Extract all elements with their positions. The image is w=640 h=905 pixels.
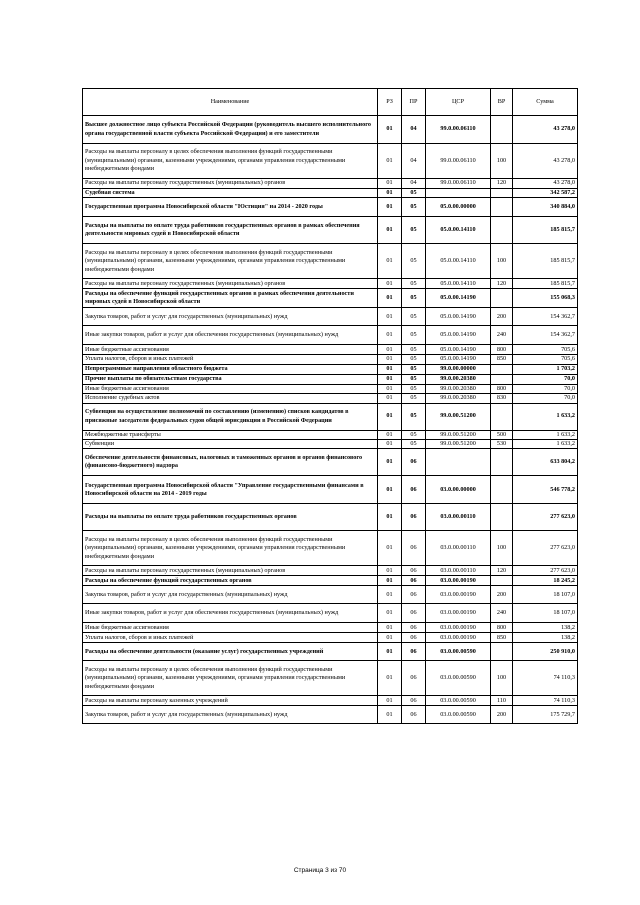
cell-name: Прочие выплаты по обязательствам государства <box>83 374 378 384</box>
cell-sum: 705,6 <box>513 355 578 364</box>
cell-name: Расходы на выплаты персоналу государственных (муниципальных) органов <box>83 566 378 576</box>
cell-sum: 74 110,3 <box>513 661 578 696</box>
cell-name: Расходы на выплаты по оплате труда работников государственных органов в рамках обеспечения деятельности мировых судей в Новосибирской области <box>83 217 378 244</box>
cell-csr: 03.0.00.00590 <box>426 661 491 696</box>
cell-pr: 05 <box>402 345 426 355</box>
cell-csr: 03.0.00.00190 <box>426 633 491 643</box>
cell-rz: 01 <box>378 144 402 179</box>
cell-vr: 110 <box>491 696 513 706</box>
cell-csr: 03.0.00.00110 <box>426 531 491 566</box>
cell-vr <box>491 374 513 384</box>
cell-name: Иные бюджетные ассигнования <box>83 384 378 393</box>
header-rz: РЗ <box>378 89 402 116</box>
cell-vr: 100 <box>491 661 513 696</box>
table-row <box>83 576 578 586</box>
cell-sum: 342 587,2 <box>513 189 578 198</box>
table-row <box>83 633 578 643</box>
cell-rz: 01 <box>378 289 402 308</box>
cell-name: Государственная программа Новосибирской области "Управление государственными финансами в Новосибирской области на 2014 - 2019 годы <box>83 476 378 504</box>
cell-sum: 185 815,7 <box>513 279 578 289</box>
cell-vr <box>491 116 513 144</box>
cell-pr: 05 <box>402 308 426 326</box>
cell-vr <box>491 449 513 476</box>
table-row <box>83 116 578 144</box>
cell-vr: 240 <box>491 604 513 623</box>
cell-pr: 06 <box>402 566 426 576</box>
cell-pr: 05 <box>402 217 426 244</box>
cell-sum: 154 362,7 <box>513 326 578 345</box>
table-row <box>83 623 578 633</box>
cell-name: Иные бюджетные ассигнования <box>83 623 378 633</box>
cell-csr: 03.0.00.00190 <box>426 576 491 586</box>
cell-vr <box>491 576 513 586</box>
table-row <box>83 308 578 326</box>
cell-rz: 01 <box>378 531 402 566</box>
cell-name: Иные закупки товаров, работ и услуг для обеспечения государственных (муниципальных) нужд <box>83 604 378 623</box>
cell-csr: 03.0.00.00190 <box>426 604 491 623</box>
cell-rz: 01 <box>378 308 402 326</box>
cell-csr: 05.0.00.14110 <box>426 279 491 289</box>
table-row <box>83 217 578 244</box>
cell-vr: 200 <box>491 308 513 326</box>
cell-rz: 01 <box>378 198 402 217</box>
cell-pr: 05 <box>402 403 426 430</box>
cell-pr: 04 <box>402 179 426 189</box>
table-row <box>83 179 578 189</box>
cell-pr: 05 <box>402 374 426 384</box>
cell-vr: 100 <box>491 244 513 279</box>
cell-rz: 01 <box>378 440 402 449</box>
cell-rz: 01 <box>378 566 402 576</box>
cell-csr: 99.0.00.51200 <box>426 430 491 439</box>
cell-rz: 01 <box>378 345 402 355</box>
table-row <box>83 504 578 531</box>
cell-name: Уплата налогов, сборов и иных платежей <box>83 633 378 643</box>
cell-name: Субвенции <box>83 440 378 449</box>
cell-sum: 277 623,0 <box>513 566 578 576</box>
cell-rz: 01 <box>378 189 402 198</box>
cell-pr: 06 <box>402 604 426 623</box>
cell-vr: 500 <box>491 430 513 439</box>
cell-rz: 01 <box>378 661 402 696</box>
cell-vr: 100 <box>491 144 513 179</box>
cell-vr: 200 <box>491 706 513 724</box>
cell-vr: 120 <box>491 279 513 289</box>
cell-pr: 06 <box>402 706 426 724</box>
cell-vr <box>491 643 513 661</box>
cell-name: Расходы на выплаты персоналу казенных учреждений <box>83 696 378 706</box>
cell-name: Расходы на выплаты персоналу в целях обеспечения выполнения функций государственными (муниципальными) органами, казенными учреждениями, органами управления государственными внебюджетными фондами <box>83 244 378 279</box>
cell-name: Обеспечение деятельности финансовых, налоговых и таможенных органов и органов финансового (финансово-бюджетного) надзора <box>83 449 378 476</box>
cell-vr: 240 <box>491 326 513 345</box>
cell-sum: 70,0 <box>513 394 578 403</box>
table-row <box>83 345 578 355</box>
table-row <box>83 384 578 393</box>
cell-csr: 99.0.00.20380 <box>426 374 491 384</box>
cell-name: Расходы на выплаты по оплате труда работников государственных органов <box>83 504 378 531</box>
cell-sum: 18 107,0 <box>513 604 578 623</box>
cell-pr: 06 <box>402 531 426 566</box>
cell-pr: 05 <box>402 244 426 279</box>
cell-pr: 05 <box>402 364 426 374</box>
cell-pr: 06 <box>402 504 426 531</box>
cell-name: Расходы на обеспечение функций государственных органов <box>83 576 378 586</box>
cell-vr <box>491 189 513 198</box>
cell-sum: 185 815,7 <box>513 244 578 279</box>
cell-name: Закупка товаров, работ и услуг для государственных (муниципальных) нужд <box>83 706 378 724</box>
cell-name: Исполнение судебных актов <box>83 394 378 403</box>
cell-name: Непрограммные направления областного бюджета <box>83 364 378 374</box>
cell-csr: 03.0.00.00590 <box>426 706 491 724</box>
cell-sum: 154 362,7 <box>513 308 578 326</box>
cell-pr: 06 <box>402 643 426 661</box>
cell-csr: 03.0.00.00590 <box>426 696 491 706</box>
cell-csr: 03.0.00.00590 <box>426 643 491 661</box>
cell-csr: 05.0.00.14190 <box>426 308 491 326</box>
cell-name: Закупка товаров, работ и услуг для государственных (муниципальных) нужд <box>83 586 378 604</box>
page-number: Страница 3 из 70 <box>293 867 347 874</box>
cell-sum: 1 633,2 <box>513 403 578 430</box>
cell-rz: 01 <box>378 364 402 374</box>
cell-pr: 06 <box>402 661 426 696</box>
cell-pr: 05 <box>402 279 426 289</box>
cell-csr: 03.0.00.00110 <box>426 504 491 531</box>
cell-rz: 01 <box>378 179 402 189</box>
cell-csr: 99.0.00.51200 <box>426 440 491 449</box>
cell-pr: 05 <box>402 440 426 449</box>
cell-vr: 800 <box>491 623 513 633</box>
cell-name: Расходы на выплаты персоналу в целях обеспечения выполнения функций государственными (муниципальными) органами, казенными учреждениями, органами управления государственными внебюджетными фондами <box>83 531 378 566</box>
table-row <box>83 696 578 706</box>
cell-sum: 70,0 <box>513 374 578 384</box>
cell-rz: 01 <box>378 326 402 345</box>
table-row <box>83 394 578 403</box>
cell-rz: 01 <box>378 696 402 706</box>
cell-pr: 05 <box>402 394 426 403</box>
cell-pr: 04 <box>402 144 426 179</box>
cell-sum: 18 107,0 <box>513 586 578 604</box>
header-sum: Сумма <box>513 89 578 116</box>
cell-pr: 06 <box>402 623 426 633</box>
cell-csr: 05.0.00.14190 <box>426 345 491 355</box>
cell-rz: 01 <box>378 217 402 244</box>
cell-pr: 06 <box>402 696 426 706</box>
cell-rz: 01 <box>378 449 402 476</box>
cell-sum: 138,2 <box>513 623 578 633</box>
cell-sum: 277 623,0 <box>513 504 578 531</box>
cell-pr: 05 <box>402 326 426 345</box>
cell-pr: 06 <box>402 633 426 643</box>
table-row <box>83 189 578 198</box>
cell-vr: 800 <box>491 384 513 393</box>
cell-rz: 01 <box>378 355 402 364</box>
cell-sum: 340 884,0 <box>513 198 578 217</box>
cell-vr <box>491 403 513 430</box>
table-row <box>83 706 578 724</box>
cell-sum: 74 110,3 <box>513 696 578 706</box>
cell-name: Иные бюджетные ассигнования <box>83 345 378 355</box>
cell-vr: 530 <box>491 440 513 449</box>
cell-name: Расходы на обеспечение деятельности (оказание услуг) государственных учреждений <box>83 643 378 661</box>
cell-csr: 05.0.00.14190 <box>426 355 491 364</box>
cell-rz: 01 <box>378 623 402 633</box>
cell-csr: 05.0.00.14110 <box>426 217 491 244</box>
table-header-row <box>83 89 578 116</box>
cell-name: Уплата налогов, сборов и иных платежей <box>83 355 378 364</box>
table-row <box>83 430 578 439</box>
cell-pr: 05 <box>402 355 426 364</box>
header-csr: ЦСР <box>426 89 491 116</box>
cell-sum: 1 633,2 <box>513 430 578 439</box>
cell-sum: 43 278,0 <box>513 116 578 144</box>
cell-rz: 01 <box>378 394 402 403</box>
cell-sum: 633 804,2 <box>513 449 578 476</box>
table-row <box>83 566 578 576</box>
budget-table <box>82 88 578 724</box>
cell-csr: 99.0.00.00000 <box>426 364 491 374</box>
cell-rz: 01 <box>378 476 402 504</box>
cell-csr: 05.0.00.14190 <box>426 289 491 308</box>
cell-sum: 185 815,7 <box>513 217 578 244</box>
cell-csr: 03.0.00.00000 <box>426 476 491 504</box>
cell-sum: 250 910,0 <box>513 643 578 661</box>
cell-rz: 01 <box>378 279 402 289</box>
cell-sum: 70,0 <box>513 384 578 393</box>
cell-name: Государственная программа Новосибирской области "Юстиция" на 2014 - 2020 годы <box>83 198 378 217</box>
cell-pr: 06 <box>402 476 426 504</box>
cell-name: Расходы на выплаты персоналу государственных (муниципальных) органов <box>83 179 378 189</box>
cell-csr: 99.0.00.06110 <box>426 179 491 189</box>
cell-csr: 99.0.00.51200 <box>426 403 491 430</box>
cell-rz: 01 <box>378 504 402 531</box>
cell-rz: 01 <box>378 384 402 393</box>
table-row <box>83 604 578 623</box>
header-name: Наименование <box>83 89 378 116</box>
cell-vr: 120 <box>491 179 513 189</box>
cell-csr: 99.0.00.20380 <box>426 394 491 403</box>
table-row <box>83 531 578 566</box>
cell-sum: 175 729,7 <box>513 706 578 724</box>
cell-csr: 05.0.00.14190 <box>426 326 491 345</box>
cell-pr: 06 <box>402 586 426 604</box>
cell-vr: 850 <box>491 355 513 364</box>
cell-name: Расходы на выплаты персоналу в целях обеспечения выполнения функций государственными (муниципальными) органами, казенными учреждениями, органами управления государственными внебюджетными фондами <box>83 144 378 179</box>
cell-name: Расходы на выплаты персоналу в целях обеспечения выполнения функций государственными (муниципальными) органами, казенными учреждениями, органами управления государственными внебюджетными фондами <box>83 661 378 696</box>
table-row <box>83 244 578 279</box>
table-row <box>83 364 578 374</box>
cell-sum: 1 703,2 <box>513 364 578 374</box>
cell-sum: 43 278,0 <box>513 179 578 189</box>
cell-rz: 01 <box>378 586 402 604</box>
table-row <box>83 586 578 604</box>
cell-sum: 138,2 <box>513 633 578 643</box>
cell-vr: 850 <box>491 633 513 643</box>
cell-pr: 05 <box>402 289 426 308</box>
cell-pr: 06 <box>402 449 426 476</box>
table-row <box>83 476 578 504</box>
cell-pr: 05 <box>402 198 426 217</box>
cell-csr: 05.0.00.00000 <box>426 198 491 217</box>
cell-rz: 01 <box>378 430 402 439</box>
table-row <box>83 289 578 308</box>
cell-vr: 800 <box>491 345 513 355</box>
table-row <box>83 661 578 696</box>
cell-pr: 06 <box>402 576 426 586</box>
cell-vr <box>491 364 513 374</box>
cell-rz: 01 <box>378 374 402 384</box>
cell-rz: 01 <box>378 604 402 623</box>
cell-name: Расходы на обеспечение функций государственных органов в рамках обеспечения деятельности мировых судей в Новосибирской области <box>83 289 378 308</box>
cell-pr: 05 <box>402 189 426 198</box>
table-row <box>83 355 578 364</box>
cell-pr: 04 <box>402 116 426 144</box>
cell-csr <box>426 449 491 476</box>
table-row <box>83 643 578 661</box>
cell-csr: 99.0.00.06110 <box>426 116 491 144</box>
table-body <box>83 116 578 724</box>
cell-vr: 100 <box>491 531 513 566</box>
cell-pr: 05 <box>402 430 426 439</box>
cell-csr: 99.0.00.06110 <box>426 144 491 179</box>
cell-name: Субвенции на осуществление полномочий по составлению (изменению) списков кандидатов в присяжные заседатели федеральных судов общей юрисдикции в Российской Федерации <box>83 403 378 430</box>
cell-name: Закупка товаров, работ и услуг для государственных (муниципальных) нужд <box>83 308 378 326</box>
cell-sum: 546 778,2 <box>513 476 578 504</box>
cell-sum: 277 623,0 <box>513 531 578 566</box>
cell-vr: 120 <box>491 566 513 576</box>
cell-sum: 1 633,2 <box>513 440 578 449</box>
cell-rz: 01 <box>378 706 402 724</box>
cell-rz: 01 <box>378 576 402 586</box>
cell-name: Высшее должностное лицо субъекта Российской Федерации (руководитель высшего исполнительного органа государственной власти субъекта Российской Федерации) и его заместители <box>83 116 378 144</box>
cell-sum: 705,6 <box>513 345 578 355</box>
cell-rz: 01 <box>378 633 402 643</box>
table-row <box>83 198 578 217</box>
header-pr: ПР <box>402 89 426 116</box>
cell-vr <box>491 504 513 531</box>
table-row <box>83 144 578 179</box>
cell-sum: 155 068,3 <box>513 289 578 308</box>
cell-rz: 01 <box>378 244 402 279</box>
table-row <box>83 279 578 289</box>
cell-name: Межбюджетные трансферты <box>83 430 378 439</box>
cell-rz: 01 <box>378 116 402 144</box>
cell-rz: 01 <box>378 403 402 430</box>
cell-rz: 01 <box>378 643 402 661</box>
cell-name: Расходы на выплаты персоналу государственных (муниципальных) органов <box>83 279 378 289</box>
cell-sum: 43 278,0 <box>513 144 578 179</box>
cell-vr <box>491 476 513 504</box>
cell-vr <box>491 198 513 217</box>
cell-vr <box>491 217 513 244</box>
table-row <box>83 326 578 345</box>
table-row <box>83 440 578 449</box>
cell-pr: 05 <box>402 384 426 393</box>
cell-name: Иные закупки товаров, работ и услуг для обеспечения государственных (муниципальных) нужд <box>83 326 378 345</box>
cell-csr: 03.0.00.00190 <box>426 586 491 604</box>
cell-csr: 03.0.00.00190 <box>426 623 491 633</box>
cell-csr: 05.0.00.14110 <box>426 244 491 279</box>
cell-vr <box>491 289 513 308</box>
cell-csr: 99.0.00.20380 <box>426 384 491 393</box>
cell-csr <box>426 189 491 198</box>
table-row <box>83 449 578 476</box>
cell-name: Судебная система <box>83 189 378 198</box>
header-vr: ВР <box>491 89 513 116</box>
cell-vr: 200 <box>491 586 513 604</box>
table-row <box>83 403 578 430</box>
cell-vr: 830 <box>491 394 513 403</box>
cell-sum: 18 245,2 <box>513 576 578 586</box>
cell-csr: 03.0.00.00110 <box>426 566 491 576</box>
table-row <box>83 374 578 384</box>
